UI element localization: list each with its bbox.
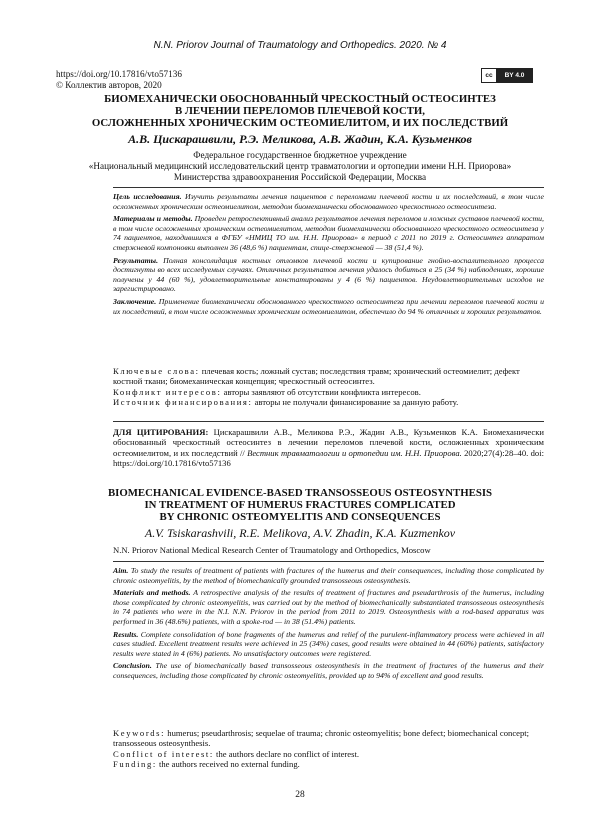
ru-results: Результаты. Полная консолидация костных отломков плечевой кости и купирование гнойно-воспалительного процесса достигнуты во всех исследуемых случаях. Отличных результатов лечения удалось добиться в 25 (34 %) наблюдениях, хорошие получены у 44 (60 %), удовлетворительные констатированы у 4 (6 %) пациентов. Неудовлетворительных исходов не зарегистрировано. bbox=[113, 255, 544, 294]
ru-aim: Цель исследования. Изучить результаты лечения пациентов с переломами плечевой кости и их последствий, в том числе осложненных хроническим остеомиелитом, методом биомеханически обоснованного чрескостного остеосинтеза. bbox=[113, 192, 544, 211]
divider bbox=[113, 561, 544, 562]
copyright: © Коллектив авторов, 2020 bbox=[56, 80, 162, 90]
divider bbox=[113, 421, 544, 422]
en-title-line: IN TREATMENT OF HUMERUS FRACTURES COMPLICATED bbox=[144, 499, 456, 511]
ru-funding: Источник финансирования: авторы не получали финансирование за данную работу. bbox=[113, 397, 459, 408]
ru-affiliation-line: «Национальный медицинский исследовательский центр травматологии и ортопедии имени Н.Н. Приорова» bbox=[88, 161, 512, 171]
en-aim: Aim. To study the results of treatment of patients with fractures of the humerus and their consequences, including those complicated by chronic osteomyelitis, by the method of biomechanically grounded transosseous osteosynthesis. bbox=[113, 566, 544, 585]
ru-title bbox=[56, 93, 544, 129]
ru-conclusion: Заключение. Применение биомеханически обоснованного чрескостного остеосинтеза при лечении переломов плечевой кости и их последствий, в том числе осложненных хроническим остеомиелитом, обеспечило до 94 % отличных и хороших результатов. bbox=[113, 296, 544, 316]
en-affiliation: N.N. Priorov National Medical Research Center of Traumatology and Orthopedics, Moscow bbox=[113, 545, 431, 555]
en-authors: A.V. Tsiskarashvili, R.E. Melikova, A.V. Zhadin, K.A. Kuzmenkov bbox=[144, 526, 456, 540]
article-meta bbox=[56, 69, 182, 91]
cc-license-badge[interactable] bbox=[481, 68, 533, 83]
en-title-line: BIOMECHANICAL EVIDENCE-BASED TRANSOSSEOUS OSTEOSYNTHESIS bbox=[107, 487, 493, 499]
license-label: BY 4.0 bbox=[497, 69, 532, 82]
ru-title-line: БИОМЕХАНИЧЕСКИ ОБОСНОВАННЫЙ ЧРЕСКОСТНЫЙ ОСТЕОСИНТЕЗ bbox=[104, 93, 496, 105]
en-results: Results. Complete consolidation of bone fragments of the humerus and relief of the purulent-inflammatory process were achieved in all cases studied. Excellent treatment results were achieved in 25 (34%) cases, good results were obtained in 44 (60%) patients, satisfactory results were stated in 4 (6%) patients. No unsatisfactory outcomes were registered. bbox=[113, 629, 544, 658]
ru-keywords-block bbox=[113, 366, 544, 408]
ru-abstract bbox=[113, 192, 544, 319]
cc-icon: cc bbox=[482, 69, 497, 82]
ru-keywords: Ключевые слова: плечевая кость; ложный сустав; последствия травм; хронический остеомиелит; дефект костной ткани; биомеханическая концепция; чрескостный остеосинтез. bbox=[113, 366, 520, 387]
doi-link[interactable]: https://doi.org/10.17816/vto57136 bbox=[56, 69, 182, 79]
divider bbox=[113, 187, 544, 188]
ru-affiliation-line: Федеральное государственное бюджетное учреждение bbox=[193, 150, 407, 160]
en-methods: Materials and methods. A retrospective analysis of the results of treatment of fractures and pseudarthrosis of the humerus, including those complicated by chronic osteomyelitis, was carried out by the method of biomechanically substantiated transosseous osteosynthesis in 74 patients who were in the N.I. N.N. Priorov in the period from 2011 to 2019. Osteosynthesis with a rod-based apparatus was performed in 36 (48.6%) patients, with a spoke-rod — in 38 (51.4%) patients. bbox=[113, 588, 544, 626]
en-title-line: BY CHRONIC OSTEOMYELITIS AND CONSEQUENCES bbox=[159, 511, 441, 523]
en-title bbox=[56, 487, 544, 523]
ru-affiliation bbox=[56, 150, 544, 183]
en-keywords: Keywords: humerus; pseudarthrosis; sequelae of trauma; chronic osteomyelitis; bone defect; biomechanical concept; transosseous osteosynthesis. bbox=[113, 728, 530, 749]
ru-authors: А.В. Цискарашвили, Р.Э. Меликова, А.В. Жадин, К.А. Кузьменков bbox=[128, 132, 472, 146]
ru-title-line: В ЛЕЧЕНИИ ПЕРЕЛОМОВ ПЛЕЧЕВОЙ КОСТИ, bbox=[174, 105, 425, 117]
ru-methods: Материалы и методы. Проведен ретроспективный анализ результатов лечения переломов и ложных суставов плечевой кости, в том числе осложненных хроническим остеомиелитом, методом биомеханически обоснованного чрескостного остеосинтеза у 74 пациентов, находившихся в ФГБУ «НМИЦ ТО им. Н.Н. Приорова» в период с 2011 по 2019 г. Остеосинтез аппаратом стержневой компоновки выполнен 36 (48,6 %) пациентам, спице-стержневой — 38 (51,4 %). bbox=[113, 214, 544, 252]
en-conflict: Conflict of interest: the authors declare no conflict of interest. bbox=[113, 748, 359, 759]
en-keywords-block bbox=[113, 728, 544, 770]
journal-header: N.N. Priorov Journal of Traumatology and Orthopedics. 2020. № 4 bbox=[153, 40, 447, 51]
en-funding: Funding: the authors received no external funding. bbox=[113, 759, 300, 770]
en-conclusion: Conclusion. The use of biomechanically based transosseous osteosynthesis in the treatment of fractures of the humerus and their consequences, including those complicated by chronic osteomyelitis, provided up to 94% of excellent and good results. bbox=[113, 661, 544, 680]
citation: ДЛЯ ЦИТИРОВАНИЯ: Цискарашвили А.В., Меликова Р.Э., Жадин А.В., Кузьменков К.А. Биомеханически обоснованный чрескостный остеосинтез в лечении переломов плечевой кости, осложненных хроническим остеомиелитом, и их последствий // Вестник травматологии и ортопедии им. Н.Н. Приорова. 2020;27(4):28–40. doi: https://doi.org/10.17816/vto57136 bbox=[113, 427, 544, 469]
ru-conflict: Конфликт интересов: авторы заявляют об отсутствии конфликта интересов. bbox=[113, 386, 421, 397]
en-abstract bbox=[113, 566, 544, 684]
page-number: 28 bbox=[295, 790, 305, 800]
ru-title-line: ОСЛОЖНЕННЫХ ХРОНИЧЕСКИМ ОСТЕОМИЕЛИТОМ, И ИХ ПОСЛЕДСТВИЙ bbox=[91, 117, 509, 129]
ru-affiliation-line: Министерства здравоохранения Российской Федерации, Москва bbox=[173, 172, 427, 182]
